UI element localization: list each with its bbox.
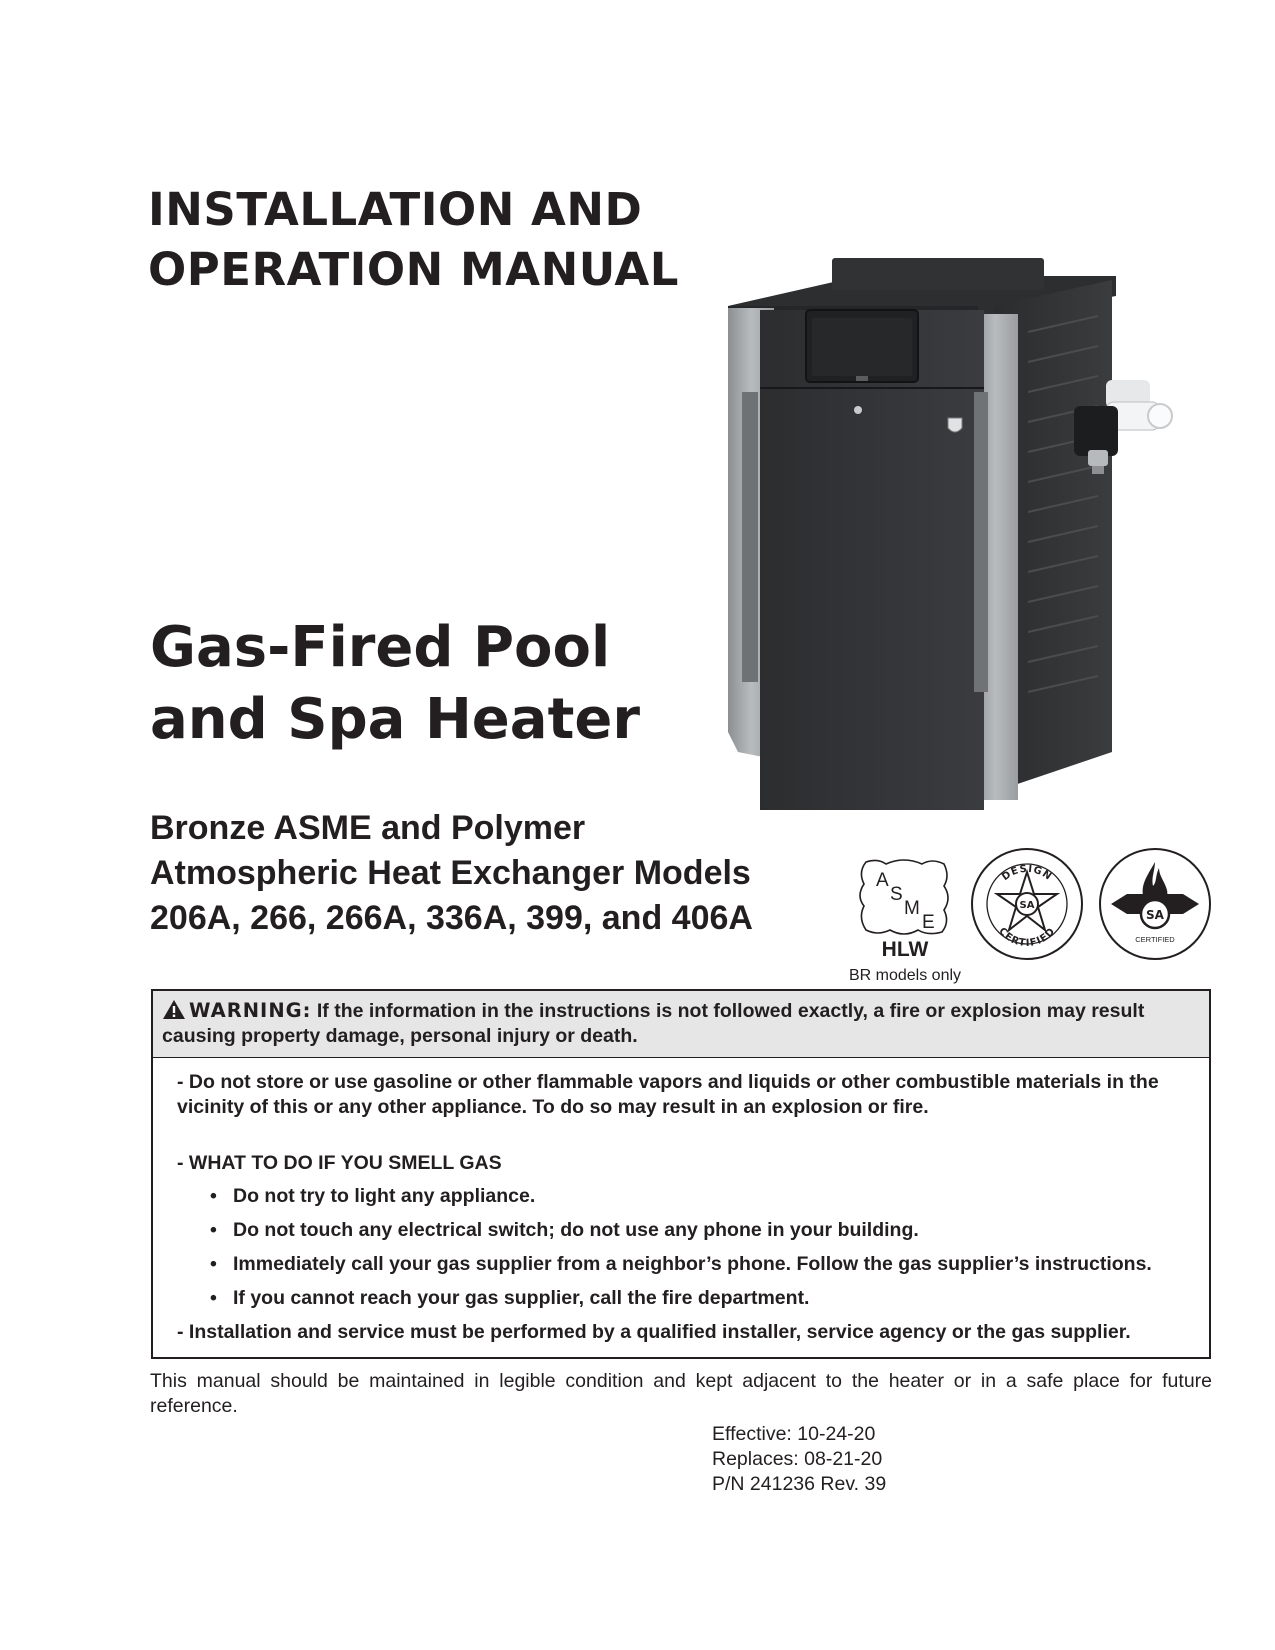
asme-letter-s: S	[890, 884, 903, 905]
warning-triangle-icon	[162, 999, 186, 1020]
csa-design-mark: SA	[1019, 900, 1035, 911]
warning-header	[153, 991, 1209, 1058]
maintenance-note: This manual should be maintained in legible condition and kept adjacent to the heater or in a safe place for future reference.	[150, 1370, 1212, 1417]
csa-gas-certified-logo	[1097, 846, 1213, 962]
product-title-line2: and Spa Heater	[150, 687, 640, 752]
list-item: • Do not touch any electrical switch; do not use any phone in your building.	[233, 1218, 1195, 1243]
part-number: P/N 241236 Rev. 39	[712, 1473, 887, 1495]
warning-label: WARNING:	[189, 999, 312, 1022]
product-title	[150, 612, 640, 756]
asme-letter-m: M	[904, 898, 920, 919]
csa-design-top-text: DESIGN	[1000, 863, 1054, 884]
csa-design-bottom-text: CERTIFIED	[996, 925, 1058, 950]
manual-title	[148, 180, 679, 300]
model-line2: Atmospheric Heat Exchanger Models	[150, 854, 751, 892]
warning-box	[151, 989, 1211, 1359]
csa-gas-bottom-text: CERTIFIED	[1135, 935, 1175, 944]
warning-body	[153, 1058, 1209, 1345]
installation-warning: - Installation and service must be performed by a qualified installer, service agency or the gas supplier.	[177, 1321, 1131, 1343]
smell-gas-heading: - WHAT TO DO IF YOU SMELL GAS	[177, 1152, 502, 1174]
list-item: • Immediately call your gas supplier from a neighbor’s phone. Follow the gas supplier’s instructions.	[233, 1252, 1195, 1277]
effective-date: Effective: 10-24-20	[712, 1423, 876, 1445]
asme-letter-a: A	[876, 870, 889, 891]
smell-gas-list	[177, 1184, 1195, 1311]
asme-stamp-logo	[856, 856, 952, 938]
manual-title-line2: OPERATION MANUAL	[148, 243, 679, 296]
hlw-label: HLW	[881, 938, 929, 961]
warning-headline: If the information in the instructions is not followed exactly, a fire or explosion may result causing property damage, personal injury or death.	[162, 1000, 1145, 1047]
manual-title-line1: INSTALLATION AND	[148, 183, 643, 236]
revision-info	[712, 1422, 886, 1497]
br-models-note: BR models only	[848, 967, 962, 984]
model-list	[150, 806, 753, 941]
product-title-line1: Gas-Fired Pool	[150, 615, 611, 680]
replaces-date: Replaces: 08-21-20	[712, 1448, 883, 1470]
model-line3: 206A, 266, 266A, 336A, 399, and 406A	[150, 899, 753, 937]
csa-gas-mark: SA	[1146, 908, 1164, 922]
model-line1: Bronze ASME and Polymer	[150, 809, 586, 847]
asme-letter-e: E	[922, 912, 935, 933]
list-item: • Do not try to light any appliance.	[233, 1184, 1195, 1209]
vapors-warning: - Do not store or use gasoline or other flammable vapors and liquids or other combustible materials in the vicinity of this or any other appliance. To do so may result in an explosion or fire.	[177, 1071, 1159, 1118]
heater-product-image	[728, 252, 1228, 810]
csa-design-certified-logo	[969, 846, 1085, 962]
list-item: • If you cannot reach your gas supplier, call the fire department.	[233, 1286, 1195, 1311]
